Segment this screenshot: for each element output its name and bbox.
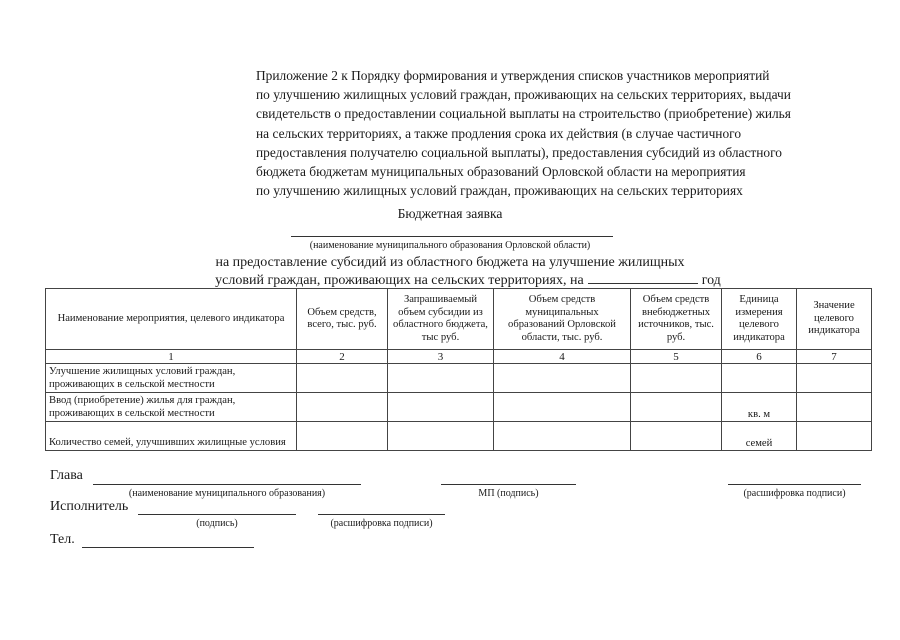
executor-signature-line[interactable] (138, 514, 296, 515)
column-number-row (46, 350, 872, 364)
purpose-year-label: год (701, 273, 721, 288)
appendix-line: бюджета бюджетам муниципальных образований Орловской области на мероприятия (256, 164, 746, 180)
year-blank-line (588, 271, 698, 284)
column-number: 5 (631, 350, 722, 364)
appendix-line: предоставления получателю социальной выплаты), предоставления субсидий из областного (256, 144, 782, 160)
value-cell[interactable] (631, 393, 722, 422)
purpose-line-2-text: условий граждан, проживающих на сельских территориях, на (215, 273, 584, 288)
row-name: Ввод (приобретение) жилья для граждан, проживающих в сельской местности (46, 393, 297, 422)
head-label: Глава (50, 468, 83, 483)
value-cell[interactable] (494, 393, 631, 422)
appendix-header (256, 66, 876, 200)
table-row (46, 364, 872, 393)
value-cell[interactable] (388, 364, 494, 393)
executor-decode-caption: (расшифровка подписи) (330, 518, 433, 529)
unit-cell: семей (722, 422, 797, 451)
executor-decode-line[interactable] (318, 514, 445, 515)
appendix-line: по улучшению жилищных условий граждан, проживающих на сельских территориях (256, 183, 743, 199)
head-name-line[interactable] (93, 484, 361, 485)
header-cell-total: Объем средств, всего, тыс. руб. (297, 289, 388, 350)
org-name-caption: (наименование муниципального образования Орловской области) (309, 240, 591, 251)
appendix-line: свидетельств о предоставлении социальной выплаты на строительство (приобретение) жилья (256, 106, 791, 122)
head-decode-line[interactable] (728, 484, 861, 485)
header-cell-unit: Единица измерения целевого индикатора (722, 289, 797, 350)
table-row (46, 422, 872, 451)
mp-signature-caption: МП (подпись) (478, 488, 539, 499)
org-name-blank-line (291, 236, 613, 237)
value-cell[interactable] (388, 422, 494, 451)
column-number: 4 (494, 350, 631, 364)
purpose-text (0, 254, 900, 289)
value-cell[interactable] (388, 393, 494, 422)
column-number: 7 (797, 350, 872, 364)
head-decode-caption: (расшифровка подписи) (743, 488, 846, 499)
document-title: Бюджетная заявка (397, 206, 503, 221)
appendix-line: Приложение 2 к Порядку формирования и утверждения списков участников мероприятий (256, 68, 770, 83)
column-number: 6 (722, 350, 797, 364)
column-number: 2 (297, 350, 388, 364)
header-cell-extrabudgetary: Объем средств внебюджетных источников, тыс. руб. (631, 289, 722, 350)
table-row (46, 393, 872, 422)
value-cell[interactable] (631, 364, 722, 393)
value-cell[interactable] (297, 393, 388, 422)
appendix-line: по улучшению жилищных условий граждан, проживающих на сельских территориях, выдачи (256, 87, 791, 103)
appendix-line: на сельских территориях, а также продления срока их действия (в случае частичного (256, 125, 742, 141)
value-cell[interactable] (797, 364, 872, 393)
column-number: 3 (388, 350, 494, 364)
phone-label: Тел. (50, 532, 75, 547)
table-header-row (46, 289, 872, 350)
column-number: 1 (46, 350, 297, 364)
header-cell-subsidy: Запрашиваемый объем субсидии из областного бюджета, тыс руб. (388, 289, 494, 350)
mp-signature-line[interactable] (441, 484, 576, 485)
value-cell[interactable] (297, 364, 388, 393)
header-cell-municipal: Объем средств муниципальных образований Орловской области, тыс. руб. (494, 289, 631, 350)
value-cell[interactable] (494, 364, 631, 393)
executor-signature-caption: (подпись) (196, 518, 238, 529)
row-name: Улучшение жилищных условий граждан, проживающих в сельской местности (46, 364, 297, 393)
value-cell[interactable] (797, 422, 872, 451)
unit-cell: кв. м (722, 393, 797, 422)
purpose-line-1: на предоставление субсидий из областного бюджета на улучшение жилищных (215, 255, 685, 270)
head-name-caption: (наименование муниципального образования) (128, 488, 326, 499)
header-cell-value: Значение целевого индикатора (797, 289, 872, 350)
purpose-line-2 (18, 271, 900, 289)
row-name: Количество семей, улучшивших жилищные условия (46, 422, 297, 451)
header-cell-name: Наименование мероприятия, целевого индикатора (46, 289, 297, 350)
value-cell[interactable] (631, 422, 722, 451)
budget-table (45, 288, 872, 451)
unit-cell (722, 364, 797, 393)
value-cell[interactable] (297, 422, 388, 451)
phone-line[interactable] (82, 547, 254, 548)
value-cell[interactable] (494, 422, 631, 451)
value-cell[interactable] (797, 393, 872, 422)
executor-label: Исполнитель (50, 499, 129, 514)
